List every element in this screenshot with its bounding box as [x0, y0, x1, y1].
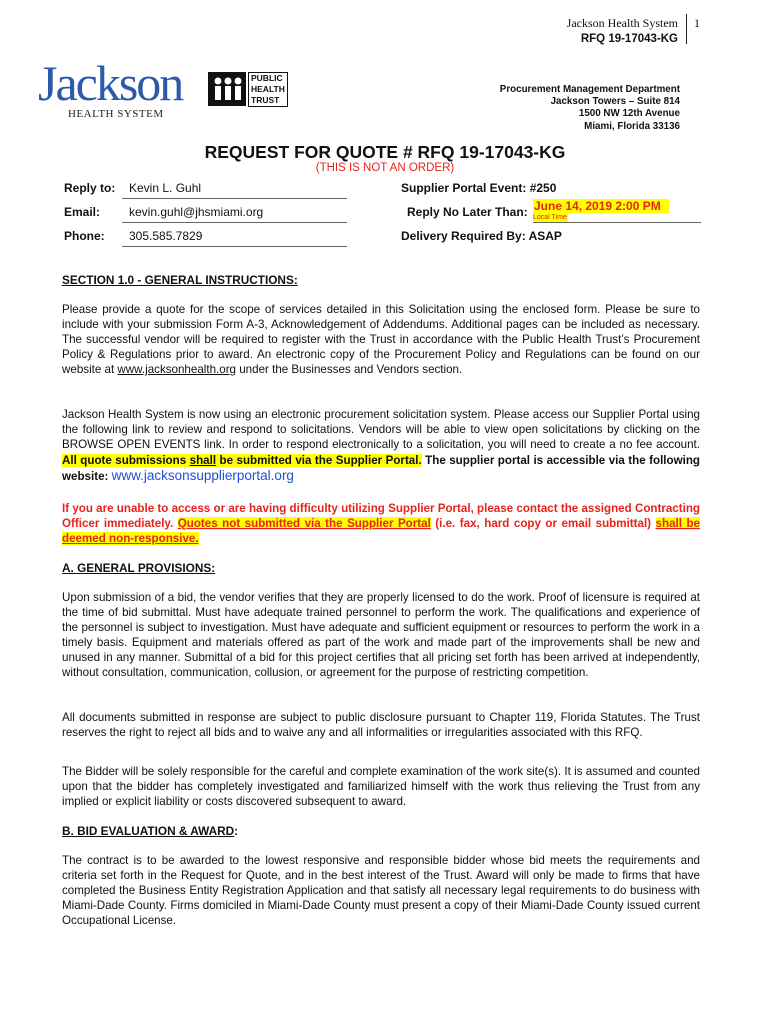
rfq-reference: RFQ 19-17043-KG [580, 33, 678, 45]
sectionB-heading [62, 824, 238, 838]
reply-deadline-underline [533, 222, 701, 223]
sectionA-heading: A. GENERAL PROVISIONS: [62, 561, 216, 575]
portal-event: Supplier Portal Event: #250 [401, 181, 557, 195]
address-block [420, 84, 680, 133]
trust-text [248, 72, 288, 107]
section1-p2-highlight [62, 454, 422, 467]
section1-heading: SECTION 1.0 - GENERAL INSTRUCTIONS: [62, 273, 298, 287]
section1-p1-text-b: under the Businesses and Vendors section. [236, 363, 463, 376]
jackson-logo-word: Jackson [38, 55, 183, 111]
page-number: 1 [694, 16, 700, 30]
phone-label: Phone: [64, 229, 105, 243]
sectionA-paragraph-1: Upon submission of a bid, the vendor verifies that they are properly licensed to do the work. Proof of licensure is required at the time of bid submittal. Must have adequate trained personnel to perform the work. The qualifications and experience of the personnel is subject to investigation. Must have adequate and sufficient equipment or resources to perform the work in a timely basis. Equipment and materials offered as part of the work and made part of the improvements shall be new and unused in any manner. Submittal of a bid for this project certifies that all pricing set forth has been arrived at independently, without consultation, communication, collusion, or agreement for the purpose of restricting competition. [62, 591, 700, 679]
supplier-portal-link[interactable]: www.jacksonsupplierportal.org [111, 467, 294, 483]
sectionA-paragraph-2: All documents submitted in response are subject to public disclosure pursuant to Chapter 119, Florida Statutes. The Trust reserves the right to reject all bids and to waive any and all informalities or irregularities associated with this RFQ. [62, 711, 700, 739]
section1-paragraph-1 [62, 302, 700, 377]
section1-p2-hl-shall: shall [189, 453, 217, 467]
reply-deadline-value: June 14, 2019 2:00 PM [533, 199, 669, 213]
section1-p3-highlight-1: Quotes not submitted via the Supplier Portal [177, 517, 431, 530]
trust-line-1: PUBLIC [251, 73, 283, 83]
delivery-required: Delivery Required By: ASAP [401, 229, 562, 243]
address-line-1: Procurement Management Department [499, 84, 680, 95]
sectionA-paragraph-3: The Bidder will be solely responsible for the careful and complete examination of the work site(s). It is assumed and counted upon that the bidder has completely investigated and familiarized himself with the work thus relieving the Trust from any implied or explicit liability or costs discovered subsequent to award. [62, 765, 700, 808]
phone-value: 305.585.7829 [129, 229, 203, 243]
trust-people-icon [208, 72, 246, 106]
section1-p2-hl-1: All quote submissions [62, 453, 190, 467]
section1-paragraph-3 [62, 501, 700, 546]
address-line-4: Miami, Florida 33136 [584, 120, 680, 132]
reply-to-value: Kevin L. Guhl [129, 181, 202, 195]
email-label: Email: [64, 205, 101, 219]
section1-p2-hl-2: be submitted via the Supplier Portal. [216, 453, 422, 467]
jacksonhealth-link[interactable]: www.jacksonhealth.org [117, 363, 236, 376]
address-line-2: Jackson Towers – Suite 814 [550, 96, 680, 108]
jackson-logo [38, 55, 198, 130]
page-subtitle: (THIS IS NOT AN ORDER) [315, 162, 455, 174]
reply-to-underline [122, 198, 347, 199]
sectionB-heading-suffix: : [234, 824, 239, 838]
header-divider [686, 14, 687, 44]
section1-p2-text-a: Jackson Health System is now using an electronic procurement solicitation system. Please access our Supplier Portal using the following link to review and respond to solicitations. Vendors will be able to view open solicitations by clicking on the BROWSE OPEN EVENTS link. In order to respond electronically to a solicitation, you will need to create a no fee account. [62, 408, 700, 452]
header-org-name: Jackson Health System [566, 16, 678, 30]
sectionB-heading-text: B. BID EVALUATION & AWARD [62, 824, 235, 838]
section1-p3-text-a: If you are unable to access or are having difficulty utilizing Supplier Portal, please contact the assigned Contracting Officer immediately. [62, 502, 700, 530]
section1-p1-text-a: Please provide a quote for the scope of services detailed in this Solicitation using the enclosed form. Please be sure to include with your submission Form A-3, Acknowledgement of Addendums. Additional pages can be included as necessary. The successful vendor will be required to register with the Trust in accordance with the Public Health Trust’s Procurement Policy & Regulations prior to award. An electronic copy of the Procurement Policy and Regulations can be found on our website at [62, 303, 700, 376]
email-value[interactable]: kevin.guhl@jhsmiami.org [129, 205, 264, 219]
section1-p3-highlight-2: shall be deemed non-responsive. [62, 517, 700, 545]
public-health-trust-logo [208, 72, 288, 106]
jackson-logo-sub: HEALTH SYSTEM [68, 108, 164, 120]
trust-line-2: HEALTH [251, 84, 285, 94]
reply-deadline-note: Local Time [533, 214, 567, 221]
email-underline [122, 222, 347, 223]
section1-paragraph-2 [62, 407, 700, 484]
section1-p2-text-b: The supplier portal is accessible via the following website: [62, 453, 701, 483]
sectionB-paragraph-1: The contract is to be awarded to the lowest responsive and responsible bidder whose bid meets the requirements and criteria set forth in the Request for Quote, and in the best interest of the Trust. Award will only be made to firms that have completed the Business Entity Registration Application and that satisfy all necessary legal requirements to do business with Miami-Dade County. Firms domiciled in Miami-Dade County must present a copy of their Miami-Dade County issued current Occupational License. [62, 854, 700, 927]
phone-underline [122, 246, 347, 247]
address-line-3: 1500 NW 12th Avenue [578, 108, 680, 120]
page-title: REQUEST FOR QUOTE # RFQ 19-17043-KG [204, 142, 566, 162]
section1-p3-text-b: (i.e. fax, hard copy or email submittal) [430, 517, 656, 530]
reply-deadline-label: Reply No Later Than: [407, 205, 528, 219]
reply-to-label: Reply to: [64, 181, 116, 195]
trust-line-3: TRUST [251, 95, 280, 105]
